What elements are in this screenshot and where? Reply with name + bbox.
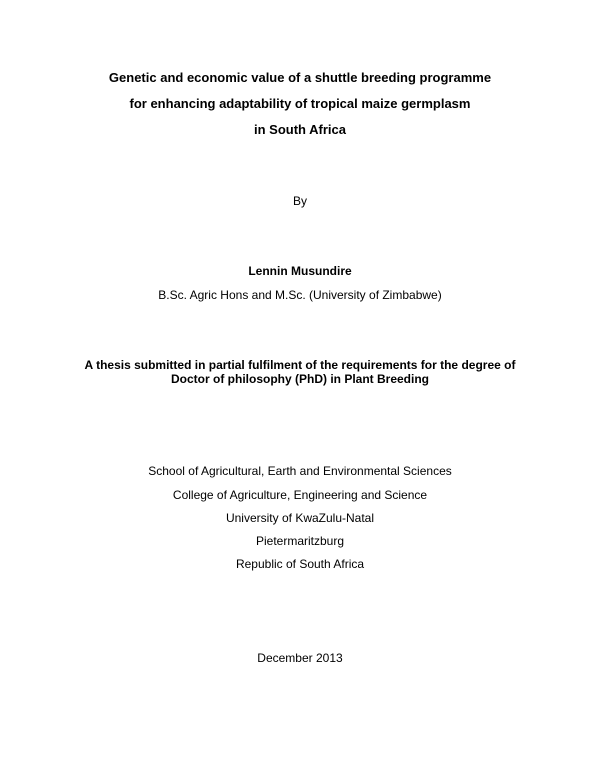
author-name: Lennin Musundire xyxy=(248,264,352,278)
submission-date: December 2013 xyxy=(257,651,343,665)
university-name: University of KwaZulu-Natal xyxy=(225,511,375,525)
thesis-title-line-2: for enhancing adaptability of tropical maize germplasm xyxy=(129,96,471,111)
country-name: Republic of South Africa xyxy=(235,557,365,571)
by-label: By xyxy=(292,194,307,208)
thesis-title-line-1: Genetic and economic value of a shuttle breeding programme xyxy=(108,70,492,85)
thesis-statement-line-2: Doctor of philosophy (PhD) in Plant Breeding xyxy=(171,372,429,386)
thesis-statement-line-1: A thesis submitted in partial fulfilment of the requirements for the degree of xyxy=(84,358,516,372)
thesis-title-line-3: in South Africa xyxy=(254,122,346,137)
college-name: College of Agriculture, Engineering and Science xyxy=(172,488,428,502)
school-name: School of Agricultural, Earth and Environmental Sciences xyxy=(148,464,452,478)
author-qualifications: B.Sc. Agric Hons and M.Sc. (University of Zimbabwe) xyxy=(158,288,442,302)
city-name: Pietermaritzburg xyxy=(255,534,345,548)
